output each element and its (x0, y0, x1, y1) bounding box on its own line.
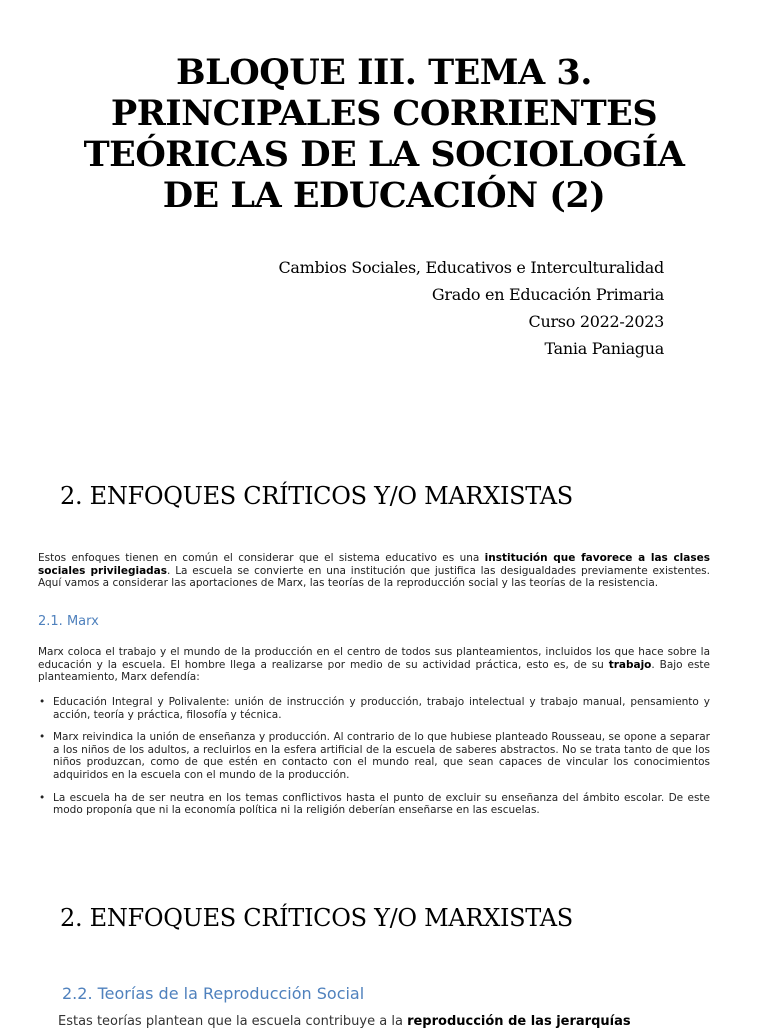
bullet-item: • Marx reivindica la unión de enseñanza y producción. Al contrario de lo que hubiese planteado Rousseau, se opone a separar a los niños de los adultos, a recluirlos en la esfera artificial de la escuela de saberes abstractos. No se trata tanto de que los niños produzcan, como de que estén en contacto con el mundo real, que sean capaces de vincular los conocimientos adquiridos en la escuela con el mundo de la producción. (38, 731, 710, 781)
author-name: Tania Paniagua (544, 339, 664, 358)
section-heading: 2. ENFOQUES CRÍTICOS Y/O MARXISTAS (60, 482, 573, 510)
bullet-list (38, 696, 710, 827)
section-heading: 2. ENFOQUES CRÍTICOS Y/O MARXISTAS (60, 904, 573, 932)
title-line: DE LA EDUCACIÓN (2) (162, 175, 606, 216)
course-info (278, 254, 664, 362)
partial-paragraph (58, 1014, 710, 1029)
subsection-heading: 2.1. Marx (38, 614, 99, 629)
academic-year: Curso 2022-2023 (528, 312, 664, 331)
intro-emphasis: institución que favorece a las clases sociales privilegiadas (38, 552, 710, 577)
intro-paragraph (38, 552, 710, 590)
marx-text-end: . Bajo este planteamiento, Marx defendía: (38, 658, 710, 684)
bullet-item: • La escuela ha de ser neutra en los temas conflictivos hasta el punto de excluir su enseñanza del ámbito escolar. De este modo proponía que ni la economía política ni la religión deberían enseñarse en las escuelas. (38, 792, 710, 817)
title-slide (0, 0, 768, 448)
intro-text: Estos enfoques tienen en común el considerar que el sistema educativo es una (38, 552, 485, 564)
marx-text: Marx coloca el trabajo y el mundo de la producción en el centro de todos sus planteamientos, incluidos los que hace sobre la educación y la escuela. El hombre llega a realizarse por medio de su actividad práctica, esto es, de su (38, 646, 710, 671)
document-title (60, 52, 708, 216)
title-line: BLOQUE III. TEMA 3. (176, 52, 592, 93)
partial-emphasis: reproducción de las jerarquías (407, 1014, 631, 1029)
marx-emphasis: trabajo (608, 658, 652, 671)
subsection-heading: 2.2. Teorías de la Reproducción Social (62, 984, 365, 1003)
marx-paragraph (38, 646, 710, 684)
marx-slide (0, 448, 768, 868)
degree-name: Grado en Educación Primaria (431, 285, 664, 304)
reproduction-slide (0, 868, 768, 1029)
partial-text: Estas teorías plantean que la escuela contribuye a la (58, 1014, 408, 1029)
bullet-item: • Educación Integral y Polivalente: unión de instrucción y producción, trabajo intelectual y trabajo manual, pensamiento y acción, teoría y práctica, filosofía y técnica. (38, 696, 710, 721)
course-name: Cambios Sociales, Educativos e Interculturalidad (278, 258, 664, 277)
title-line: PRINCIPALES CORRIENTES (110, 93, 658, 134)
intro-text-end: . La escuela se convierte en una institución que justifica las desigualdades previamente existentes. Aquí vamos a considerar las aportaciones de Marx, las teorías de la reproducción social y las teorías de la resistencia. (38, 564, 710, 590)
title-line: TEÓRICAS DE LA SOCIOLOGÍA (83, 134, 685, 175)
